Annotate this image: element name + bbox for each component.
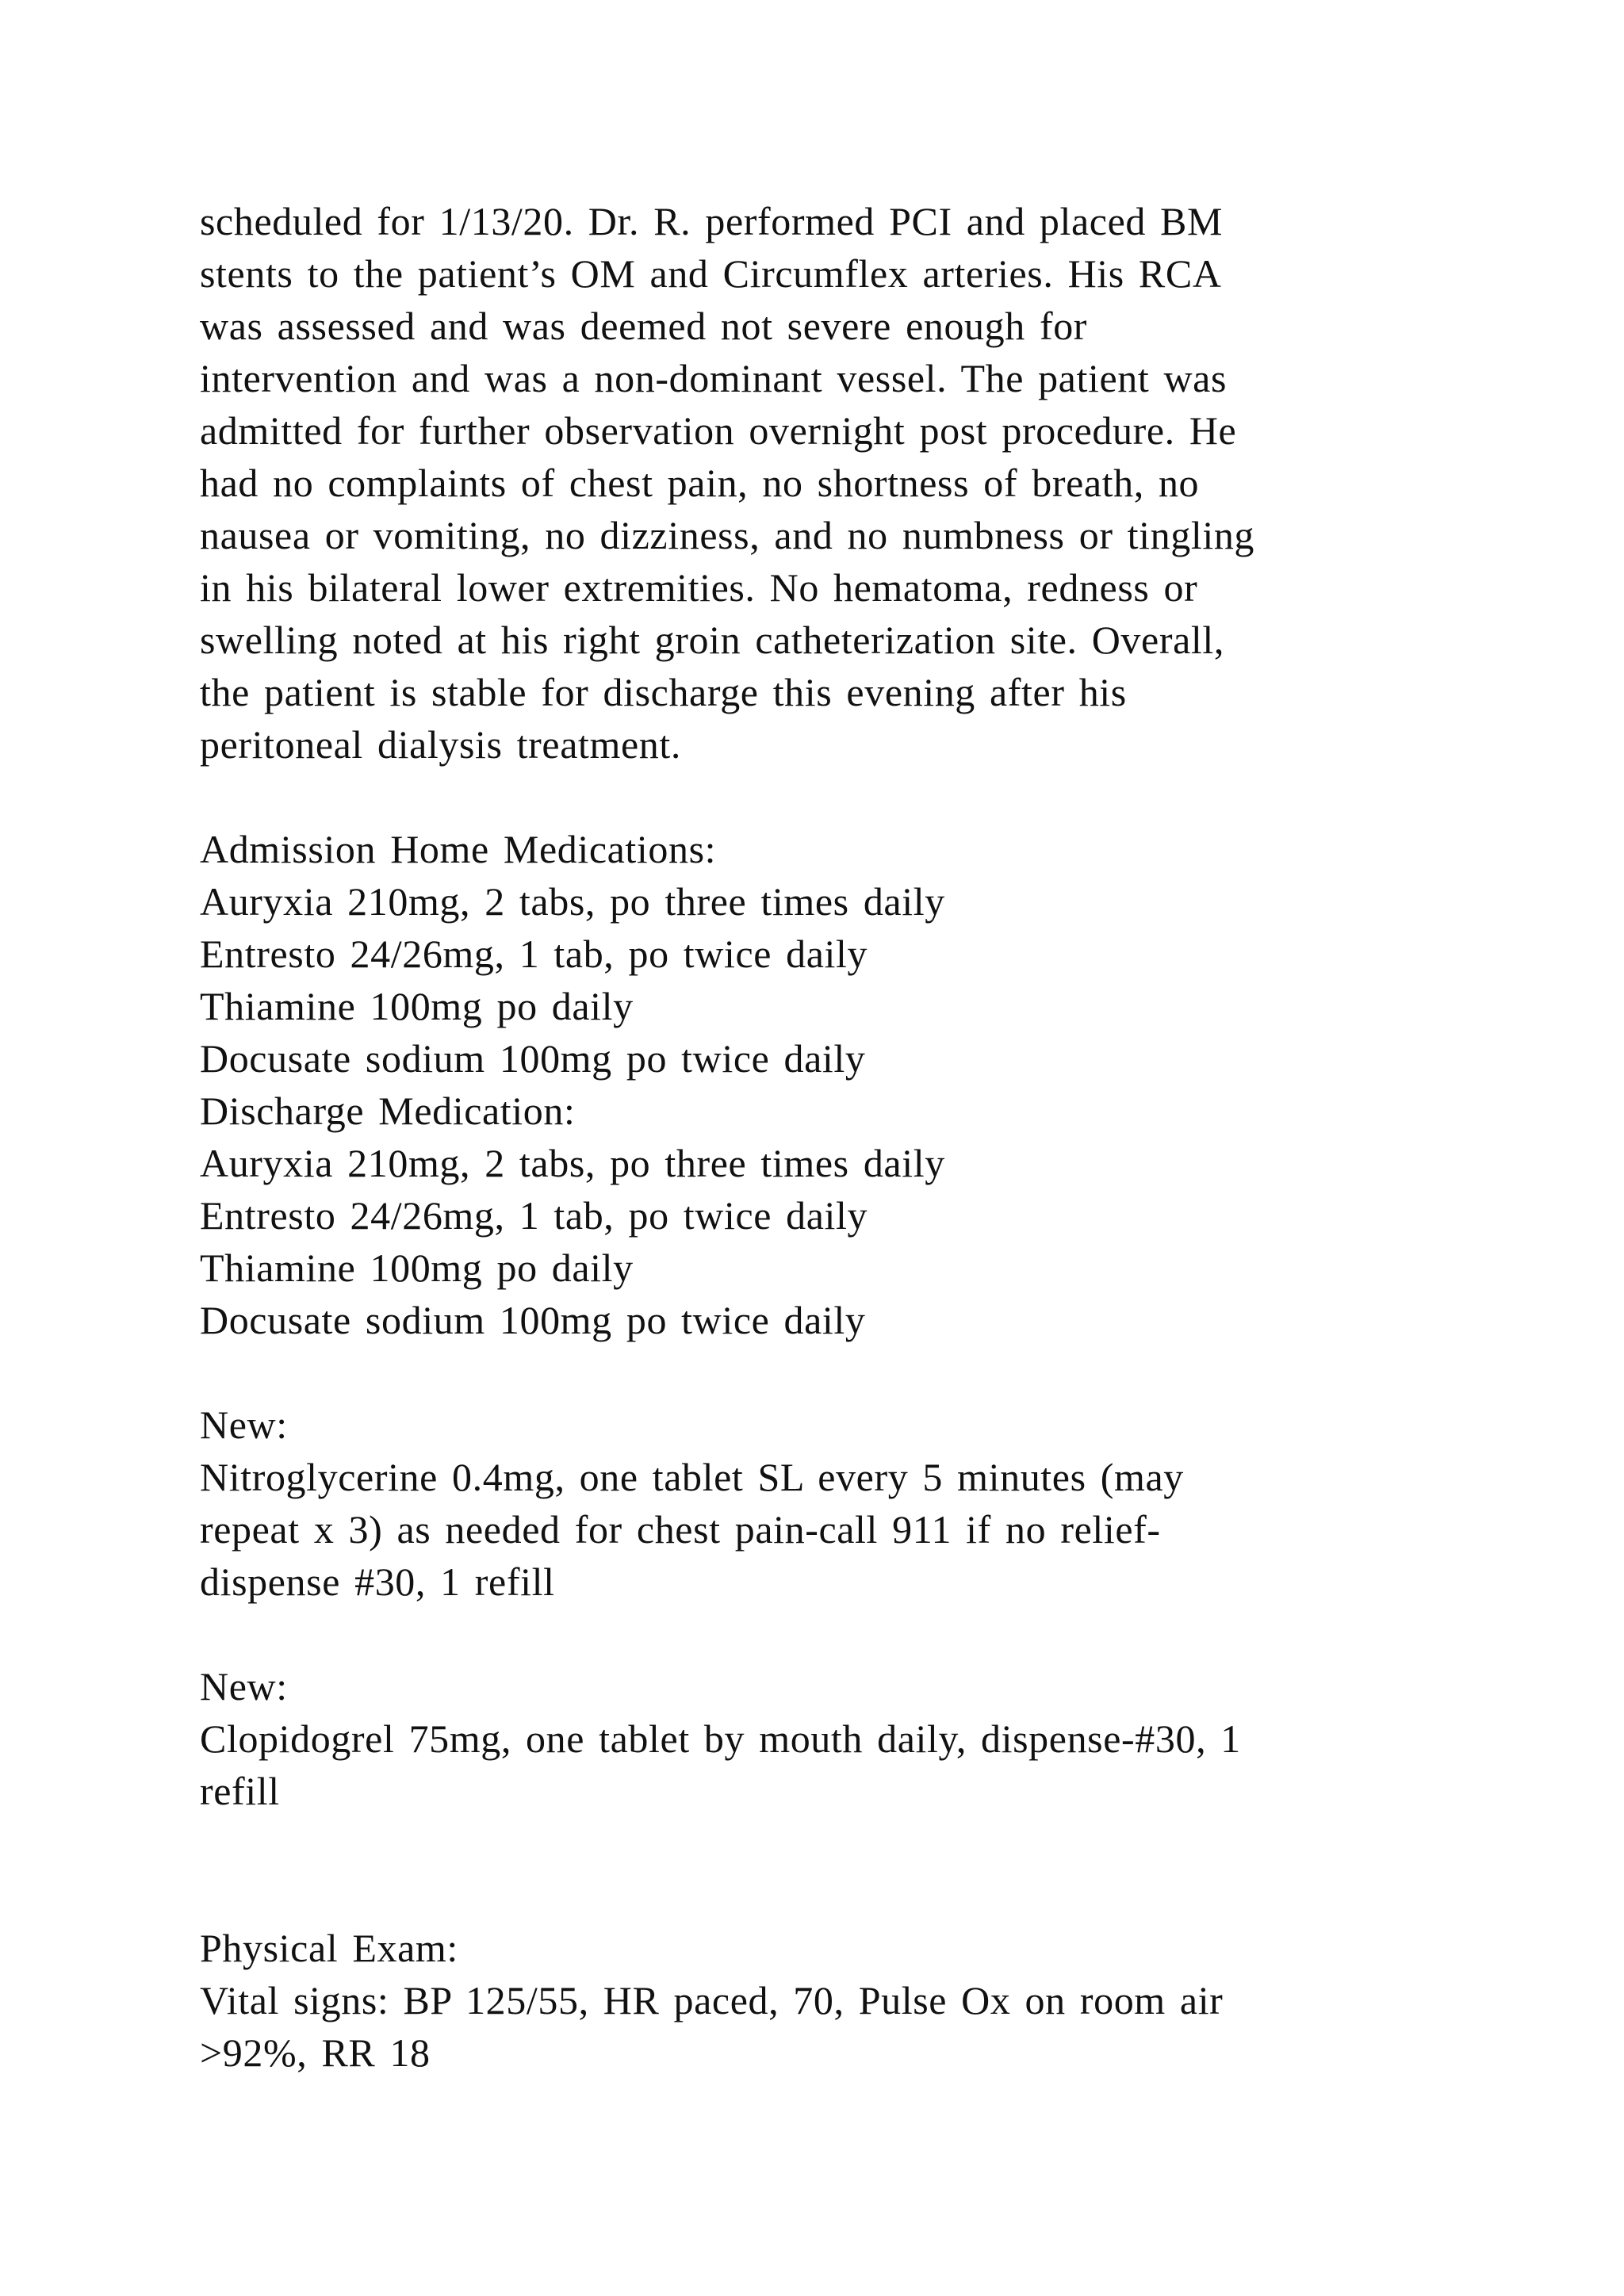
spacer <box>200 1608 1437 1660</box>
medication-item: Thiamine 100mg po daily <box>200 1246 634 1290</box>
text-line: nausea or vomiting, no dizziness, and no numbness or tingling <box>200 513 1255 557</box>
text-line: peritoneal dialysis treatment. <box>200 722 681 767</box>
physical-exam-section <box>200 1922 1437 2079</box>
discharge-medications-section <box>200 1085 1437 1346</box>
document-page <box>200 195 1437 2079</box>
spacer <box>200 771 1437 823</box>
text-line: intervention and was a non-dominant vessel. The patient was <box>200 356 1228 400</box>
text-line: was assessed and was deemed not severe enough for <box>200 304 1088 348</box>
text-line: Clopidogrel 75mg, one tablet by mouth daily, dispense-#30, 1 <box>200 1716 1241 1761</box>
medication-item: Thiamine 100mg po daily <box>200 984 634 1028</box>
new-medication-heading: New: <box>200 1402 288 1447</box>
spacer <box>200 1346 1437 1399</box>
text-line: refill <box>200 1769 280 1813</box>
text-line: >92%, RR 18 <box>200 2030 431 2075</box>
physical-exam-heading: Physical Exam: <box>200 1926 458 1970</box>
text-line: stents to the patient’s OM and Circumflex arteries. His RCA <box>200 251 1222 296</box>
admission-medications-heading: Admission Home Medications: <box>200 827 717 871</box>
new-medication-nitroglycerine <box>200 1399 1437 1608</box>
text-line: the patient is stable for discharge this evening after his <box>200 670 1127 714</box>
medication-item: Docusate sodium 100mg po twice daily <box>200 1036 866 1081</box>
new-medication-clopidogrel <box>200 1660 1437 1817</box>
text-line: had no complaints of chest pain, no shortness of breath, no <box>200 461 1200 505</box>
discharge-medications-heading: Discharge Medication: <box>200 1089 576 1133</box>
text-line: dispense #30, 1 refill <box>200 1559 555 1604</box>
text-line: Nitroglycerine 0.4mg, one tablet SL every 5 minutes (may <box>200 1455 1184 1499</box>
medication-item: Entresto 24/26mg, 1 tab, po twice daily <box>200 932 868 976</box>
text-line: repeat x 3) as needed for chest pain-call 911 if no relief- <box>200 1507 1161 1552</box>
spacer <box>200 1817 1437 1922</box>
new-medication-heading: New: <box>200 1664 288 1709</box>
medication-item: Auryxia 210mg, 2 tabs, po three times daily <box>200 879 945 924</box>
medication-item: Entresto 24/26mg, 1 tab, po twice daily <box>200 1193 868 1238</box>
medication-item: Auryxia 210mg, 2 tabs, po three times daily <box>200 1141 945 1185</box>
text-line: scheduled for 1/13/20. Dr. R. performed PCI and placed BM <box>200 199 1224 243</box>
narrative-paragraph <box>200 195 1437 771</box>
text-line: Vital signs: BP 125/55, HR paced, 70, Pulse Ox on room air <box>200 1978 1224 2022</box>
medication-item: Docusate sodium 100mg po twice daily <box>200 1298 866 1342</box>
text-line: in his bilateral lower extremities. No hematoma, redness or <box>200 565 1198 610</box>
text-line: swelling noted at his right groin catheterization site. Overall, <box>200 618 1224 662</box>
text-line: admitted for further observation overnight post procedure. He <box>200 408 1237 453</box>
admission-medications-section <box>200 823 1437 1085</box>
